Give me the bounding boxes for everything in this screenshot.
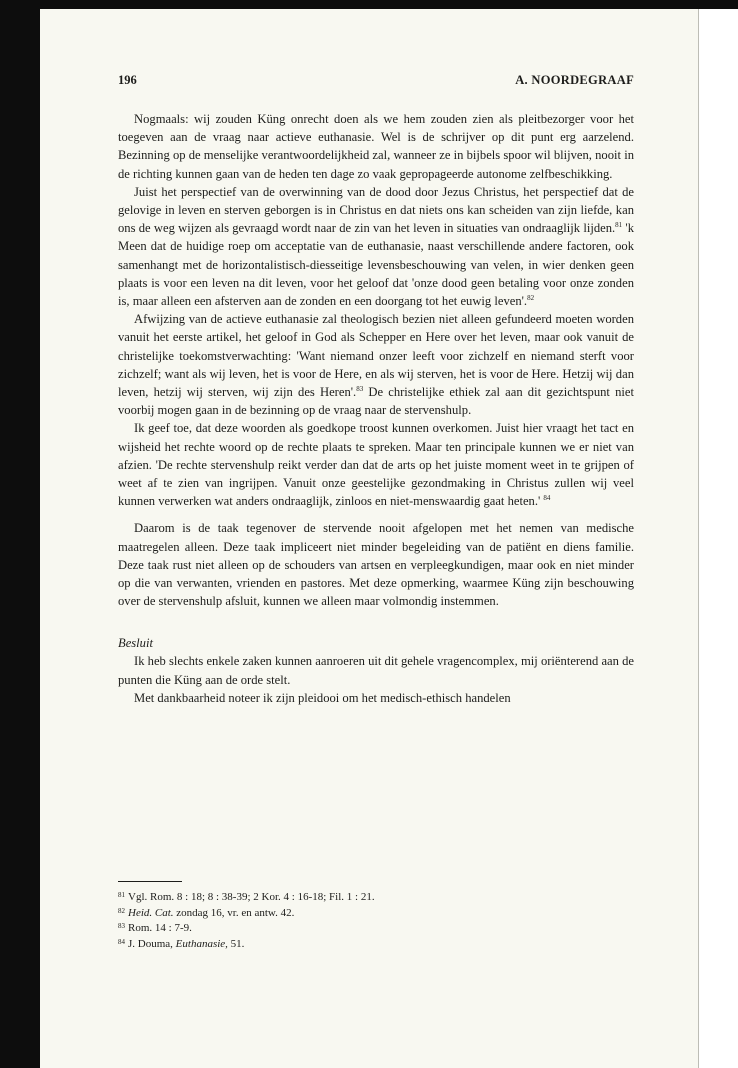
paragraph-1: Nogmaals: wij zouden Küng onrecht doen als we hem zouden zien als pleitbezorger voor het toegeven aan de vraag naar actieve euthanasie. Wel is de schrijver op dit punt erg aarzelend. Bezinning op de menselijke verantwoordelijkheid zal, wanneer ze in bijbels spoor wil blijven, nooit in de richting kunnen gaan van de heden ten dage zo vaak gepropageerde autonome zelfbeschikking.	[118, 112, 634, 181]
footnote-81: $^{81}$ Vgl. Rom. 8 : 18; 8 : 38-39; 2 Kor. 4 : 16-18; Fil. 1 : 21.	[118, 891, 375, 903]
page-number: 196	[118, 73, 137, 87]
running-head-author: A. NOORDEGRAAF	[515, 73, 634, 87]
paragraph-5: Daarom is de taak tegenover de stervende nooit afgelopen met het nemen van medische maatregelen alleen. Deze taak impliceert niet minder begeleiding van de patiënt en diens familie. Deze taak rust niet alleen op de schouders van artsen en verpleegkundigen, maar ook en niet minder op die van verwanten, vrienden en pastores. Met deze opmerking, waarmee Küng zijn beschouwing over de stervenshulp afsluit, kunnen we alleen maar volmondig instemmen.	[118, 521, 634, 609]
paragraph-7: Met dankbaarheid noteer ik zijn pleidooi om het medisch-ethisch handelen	[134, 690, 511, 705]
running-header	[118, 73, 634, 89]
footnote-ref-83: 83	[356, 385, 364, 394]
scan-border-top	[0, 0, 738, 9]
footnote-ref-81: 81	[615, 221, 623, 230]
section-heading: Besluit	[118, 636, 153, 651]
footnote-ref-82: 82	[527, 294, 535, 303]
paragraph-6: Ik heb slechts enkele zaken kunnen aanroeren uit dit gehele vragencomplex, mij oriënterend aan de punten die Küng aan de orde stelt.	[118, 654, 634, 687]
footnotes	[118, 889, 634, 951]
paragraph-2: Juist het perspectief van de overwinning van de dood door Jezus Christus, het perspectief dat de gelovige in leven en sterven geborgen is in Christus en dat niets ons kan scheiden van zijn liefde, kan ons de weg wijzen als gevraagd wordt naar de zin van het leven in situaties van ondraaglijk lijden.$^{81}$ 'k Meen dat de huidige roep om acceptatie van de euthanasie, naast verschillende andere factoren, ook samenhangt met de horizontalistisch-diesseitige levensbeschouwing van velen, in wier denken geen plaats is voor een leven na dit leven, voor het geloof dat 'onze dood geen betaling voor onze zonden is, maar alleen een afsterven aan de zonden en een doorgang tot het euwig leven'.$^{82}$	[118, 184, 635, 309]
body-text	[118, 110, 634, 707]
footnote-82: $^{82}$ Heid. Cat. zondag 16, vr. en antw. 42.	[118, 906, 295, 919]
paragraph-3: Afwijzing van de actieve euthanasie zal theologisch bezien niet alleen gefundeerd moeten worden vanuit het eerste artikel, het geloof in God als Schepper en Here over het leven, maar ook vanuit de christelijke toekomstverwachting: 'Want niemand onzer leeft voor zichzelf en niemand sterft voor zichzelf; want als wij leven, het is voor de Here, en als wij sterven, het is voor de Here. Hetzij wij dan leven, hetzij wij sterven, wij zijn des Heren'.$^{83}$ De christelijke ethiek zal aan dit gezichtspunt niet voorbij mogen gaan in de bezinning op de vraag naar de stervenshulp.	[118, 312, 634, 418]
footnote-83: $^{83}$ Rom. 14 : 7-9.	[118, 922, 192, 934]
footnote-84: $^{84}$ J. Douma, Euthanasie, 51.	[118, 937, 245, 950]
footnote-divider	[118, 881, 182, 882]
scan-border-right	[698, 9, 699, 1068]
footnote-ref-84: 84	[543, 494, 551, 503]
paragraph-4: Ik geef toe, dat deze woorden als goedkope troost kunnen overkomen. Juist hier vraagt het tact en wijsheid het rechte woord op de rechte plaats te spreken. Maar ten principale kunnen we er niet van afzien. 'De rechte stervenshulp reikt verder dan dat de arts op het juiste moment weet in te grijpen of weet af te zien van ingrijpen. Vanuit onze geestelijke gezondmaking in Christus zullen wij veel kunnen verwerken wat anders ondraaglijk, zinloos en niet-menswaardig gaat heten.' $^{84}$	[118, 421, 634, 509]
scan-border-left	[0, 0, 40, 1068]
